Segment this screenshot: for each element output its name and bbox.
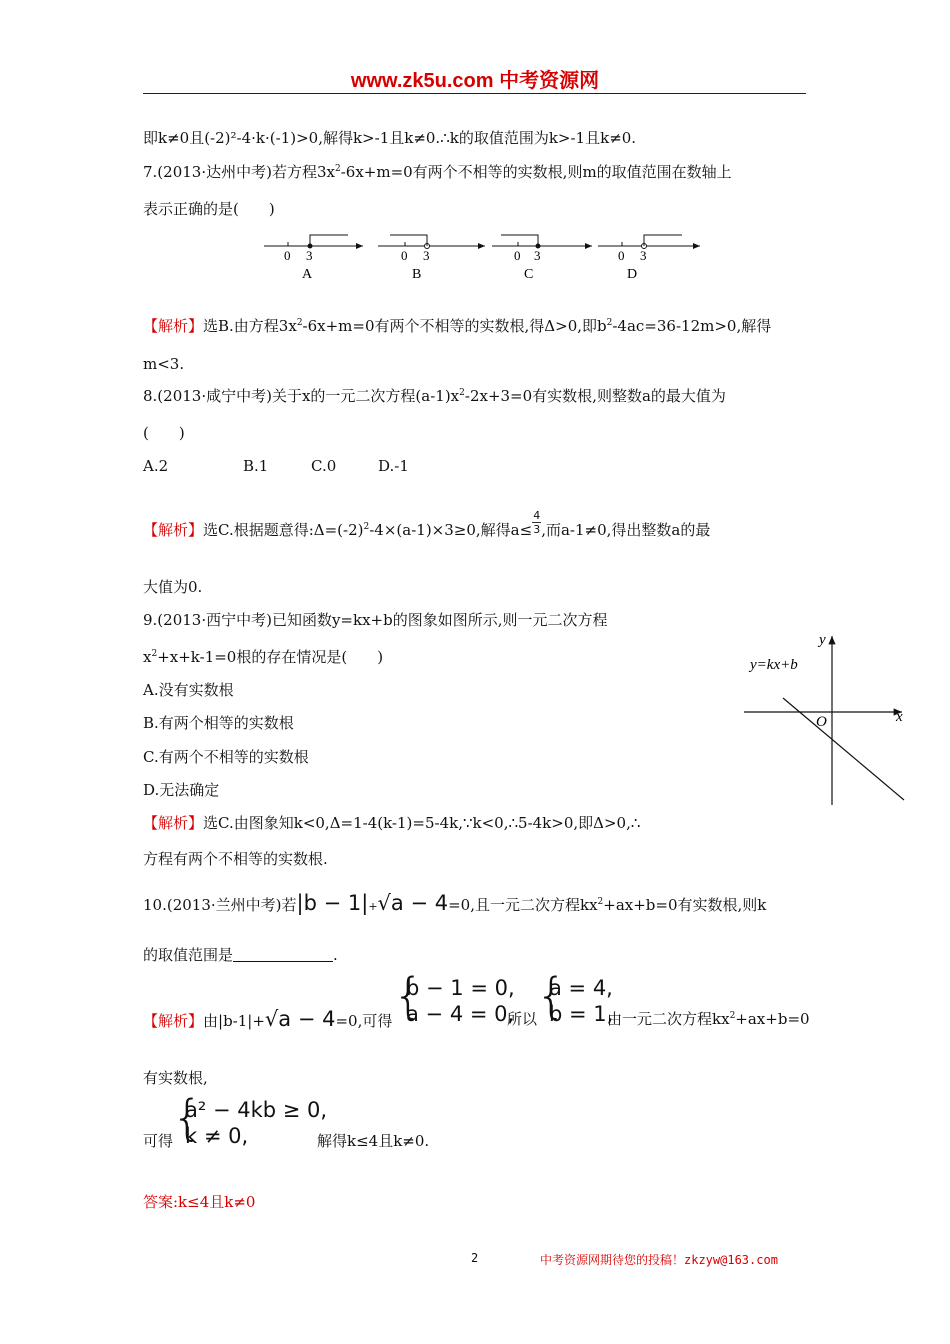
fraction-4-3: $\frac{4}{3}$ bbox=[533, 509, 541, 536]
equation-system-1: b − 1 = 0, a − 4 = 0, bbox=[406, 976, 515, 1026]
x-axis-label: x bbox=[896, 709, 903, 725]
system-brace: { bbox=[393, 968, 424, 1024]
option-a: A.2 bbox=[143, 457, 169, 475]
answer-9-cont: 方程有两个不相等的实数根. bbox=[143, 850, 328, 868]
tick-label: 3 bbox=[306, 248, 313, 263]
equation-system-3: a² − 4kb ≥ 0, k ≠ 0, bbox=[185, 1098, 328, 1148]
answer-8-cont: 大值为0. bbox=[143, 578, 203, 596]
question-9: 9.(2013·西宁中考)已知函数y=kx+b的图象如图所示,则一元二次方程 bbox=[143, 611, 608, 629]
answer-10-cont3: 可得 bbox=[143, 1132, 174, 1150]
number-line-b bbox=[378, 235, 485, 282]
tick-label: 0 bbox=[618, 248, 625, 263]
function-label: y=kx+b bbox=[750, 657, 798, 673]
answer-9: 【解析】选C.由图象知k<0,Δ=1-4(k-1)=5-4k,∵k<0,∴5-4k>0,即Δ>0,∴ bbox=[143, 814, 641, 832]
tick-label: 0 bbox=[514, 248, 521, 263]
text-line: 即k≠0且(-2)²-4·k·(-1)>0,解得k>-1且k≠0.∴k的取值范围为k>-1且k≠0. bbox=[143, 129, 637, 147]
analysis-tag: 【解析】 bbox=[143, 814, 204, 832]
analysis-tag: 【解析】 bbox=[143, 317, 204, 335]
answer-8: 【解析】选C.根据题意得$:\Delta=(-2)^2-4\times(a-1)\times 3\ge 0$,解得a≤ $\frac{4}{3}$ ,而a-1≠0,得出整数a的最 bbox=[143, 509, 711, 539]
option-c: C.0 bbox=[311, 457, 337, 475]
tick-label: 3 bbox=[534, 248, 541, 263]
page-number: 2 bbox=[471, 1251, 479, 1265]
sqrt-expression: √a − 4 bbox=[377, 891, 449, 915]
option-d: D.无法确定 bbox=[143, 781, 220, 799]
option-label: B bbox=[412, 267, 422, 282]
question-9-cont: $x^2+x+k-1=0$根的存在情况是( ) bbox=[143, 648, 384, 666]
function-line bbox=[783, 698, 904, 800]
final-answer: 答案:k≤4且k≠0 bbox=[143, 1193, 256, 1211]
question-10: 10.(2013·兰州中考)若|b − 1|+√a − 4=0,且一元二次方程$kx^2+ax+b=0$有实数根,则k bbox=[143, 891, 767, 915]
analysis-tag: 【解析】 bbox=[143, 521, 204, 539]
option-b: B.有两个相等的实数根 bbox=[143, 714, 294, 732]
question-8: 8.(2013·咸宁中考)关于x的一元二次方程$(a-1)x^2-2x+3=0$有实数根,则整数a的最大值为 bbox=[143, 387, 726, 405]
option-d: D.-1 bbox=[378, 457, 409, 475]
option-c: C.有两个不相等的实数根 bbox=[143, 748, 309, 766]
answer-10-so: 所以 bbox=[507, 1010, 538, 1028]
number-line-d bbox=[598, 235, 700, 282]
answer-7-cont: m<3. bbox=[143, 355, 185, 373]
tick-label: 3 bbox=[640, 248, 647, 263]
tick-label: 0 bbox=[284, 248, 291, 263]
tick-label: 3 bbox=[423, 248, 430, 263]
answer-10: 【解析】由|b-1|+√a − 4=0,可得 bbox=[143, 1007, 393, 1031]
answer-10-result: 解得k≤4且k≠0. bbox=[317, 1132, 430, 1150]
option-label: D bbox=[627, 267, 638, 282]
answer-10-cont: 由一元二次方程$kx^2+ax+b=0$ bbox=[607, 1010, 810, 1028]
answer-7: 【解析】选B.由方程$3x^2-6x+m=0$有两个不相等的实数根,得Δ>0,即$b^2-4ac=36-12m>0$,解得 bbox=[143, 317, 772, 335]
system-brace: { bbox=[172, 1090, 203, 1146]
question-8-cont: ( ) bbox=[143, 424, 185, 442]
option-label: C bbox=[524, 267, 534, 282]
question-7-cont: 表示正确的是( ) bbox=[143, 200, 275, 218]
y-axis-label: y bbox=[819, 632, 826, 648]
system-brace: { bbox=[536, 968, 567, 1024]
option-b: B.1 bbox=[243, 457, 269, 475]
answer-10-cont2: 有实数根, bbox=[143, 1069, 208, 1087]
linear-function-graph bbox=[740, 630, 910, 808]
footer-text: 中考资源网期待您的投稿！zkzyw@163.com bbox=[540, 1253, 778, 1267]
tick-label: 0 bbox=[401, 248, 408, 263]
question-7: 7.(2013·达州中考)若方程$3x^2-6x+m=0$有两个不相等的实数根,则m的取值范围在数轴上 bbox=[143, 163, 732, 181]
abs-expression: |b − 1| bbox=[296, 891, 369, 915]
option-a: A.没有实数根 bbox=[143, 681, 234, 699]
analysis-tag: 【解析】 bbox=[143, 1012, 204, 1030]
site-header-link[interactable]: www.zk5u.com 中考资源网 bbox=[350, 70, 600, 92]
number-line-a bbox=[264, 235, 363, 282]
origin-label: O bbox=[816, 714, 827, 730]
header-divider bbox=[143, 93, 806, 94]
option-label: A bbox=[302, 267, 313, 282]
question-10-cont: 的取值范围是 . bbox=[143, 946, 338, 964]
number-line-c bbox=[492, 235, 592, 282]
equation-system-2: a = 4, b = 1, bbox=[549, 976, 614, 1026]
number-line-options-figure bbox=[260, 228, 710, 288]
answer-blank bbox=[233, 947, 333, 962]
